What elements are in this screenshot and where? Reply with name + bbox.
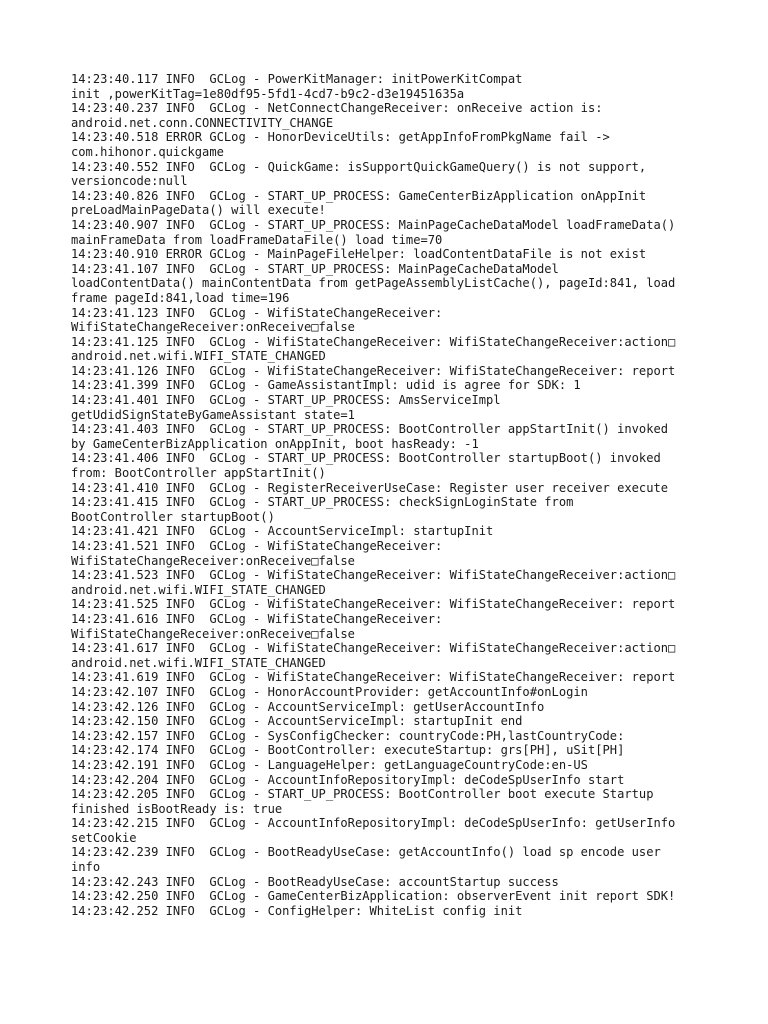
log-line: 14:23:41.415 INFO GCLog - START_UP_PROCESS: checkSignLoginState from [71, 495, 574, 510]
log-line: 14:23:42.191 INFO GCLog - LanguageHelper: getLanguageCountryCode:en-US [71, 757, 588, 772]
log-line: 14:23:42.157 INFO GCLog - SysConfigChecker: countryCode:PH,lastCountryCode: [71, 728, 625, 743]
log-line: info [71, 860, 101, 875]
log-line: 14:23:42.150 INFO GCLog - AccountServiceImpl: startupInit end [71, 714, 523, 729]
log-line: 14:23:41.619 INFO GCLog - WifiStateChangeReceiver: WifiStateChangeReceiver: report [71, 670, 676, 685]
log-line: 14:23:42.126 INFO GCLog - AccountServiceImpl: getUserAccountInfo [71, 699, 545, 714]
log-line: 14:23:40.826 INFO GCLog - START_UP_PROCESS: GameCenterBizApplication onAppInit [71, 188, 647, 203]
log-line: 14:23:41.421 INFO GCLog - AccountServiceImpl: startupInit [71, 524, 494, 539]
log-line: 14:23:41.521 INFO GCLog - WifiStateChangeReceiver: [71, 539, 443, 553]
log-line: preLoadMainPageData() will execute! [71, 203, 326, 218]
log-page [71, 72, 711, 918]
log-line: 14:23:41.126 INFO GCLog - WifiStateChangeReceiver: WifiStateChangeReceiver: report [71, 363, 676, 378]
log-line: 14:23:40.237 INFO GCLog - NetConnectChangeReceiver: onReceive action is: [71, 101, 603, 116]
log-line: 14:23:42.243 INFO GCLog - BootReadyUseCase: accountStartup success [71, 874, 559, 889]
log-line: 14:23:42.250 INFO GCLog - GameCenterBizApplication: observerEvent init report SDK! [71, 889, 676, 904]
log-line: from: BootController appStartInit() [71, 466, 326, 481]
log-line: 14:23:42.205 INFO GCLog - START_UP_PROCESS: BootController boot execute Startup [71, 787, 654, 802]
log-line: mainFrameData from loadFrameDataFile() load time=70 [71, 232, 443, 247]
log-line: 14:23:41.616 INFO GCLog - WifiStateChangeReceiver: [71, 611, 443, 626]
log-line: android.net.wifi.WIFI_STATE_CHANGED [71, 582, 326, 597]
log-line: 14:23:41.107 INFO GCLog - START_UP_PROCESS: MainPageCacheDataModel [71, 261, 559, 276]
log-line: 14:23:41.410 INFO GCLog - RegisterReceiverUseCase: Register user receiver execute [71, 480, 669, 495]
log-line: 14:23:41.406 INFO GCLog - START_UP_PROCESS: BootController startupBoot() invoked [71, 451, 661, 466]
log-line: 14:23:41.125 INFO GCLog - WifiStateChangeReceiver: WifiStateChangeReceiver:action□ [71, 334, 676, 349]
log-line: BootController startupBoot() [71, 509, 275, 524]
log-line: getUdidSignStateByGameAssistant state=1 [71, 407, 355, 422]
log-line: 14:23:42.174 INFO GCLog - BootController: executeStartup: grs[PH], uSit[PH] [71, 743, 625, 758]
log-line: WifiStateChangeReceiver:onReceive□false [71, 626, 355, 641]
log-line: WifiStateChangeReceiver:onReceive□false [71, 320, 355, 335]
log-line: 14:23:40.552 INFO GCLog - QuickGame: isSupportQuickGameQuery() is not support, [71, 159, 647, 174]
log-line: com.hihonor.quickgame [71, 144, 224, 159]
log-line: finished isBootReady is: true [71, 801, 283, 816]
log-line: android.net.conn.CONNECTIVITY_CHANGE [71, 115, 334, 130]
log-line: 14:23:41.123 INFO GCLog - WifiStateChangeReceiver: [71, 305, 443, 320]
log-line: 14:23:40.907 INFO GCLog - START_UP_PROCESS: MainPageCacheDataModel loadFrameData() [71, 217, 676, 232]
log-line: 14:23:40.518 ERROR GCLog - HonorDeviceUtils: getAppInfoFromPkgName fail -> [71, 130, 610, 145]
log-line: loadContentData() mainContentData from getPageAssemblyListCache(), pageId:841, load [71, 276, 676, 291]
log-line: android.net.wifi.WIFI_STATE_CHANGED [71, 349, 326, 364]
log-line: by GameCenterBizApplication onAppInit, boot hasReady: -1 [71, 436, 479, 451]
log-line: 14:23:41.525 INFO GCLog - WifiStateChangeReceiver: WifiStateChangeReceiver: report [71, 597, 676, 612]
log-line: 14:23:40.117 INFO GCLog - PowerKitManager: initPowerKitCompat [71, 72, 523, 86]
log-line: 14:23:42.204 INFO GCLog - AccountInfoRepositoryImpl: deCodeSpUserInfo start [71, 772, 625, 787]
log-line: versioncode:null [71, 174, 188, 189]
log-line: 14:23:42.215 INFO GCLog - AccountInfoRepositoryImpl: deCodeSpUserInfo: getUserInfo [71, 816, 676, 831]
log-line: 14:23:42.252 INFO GCLog - ConfigHelper: WhiteList config init [71, 903, 523, 918]
log-line: setCookie [71, 830, 137, 845]
log-line: android.net.wifi.WIFI_STATE_CHANGED [71, 655, 326, 670]
log-line: 14:23:41.403 INFO GCLog - START_UP_PROCESS: BootController appStartInit() invoked [71, 422, 669, 437]
log-line: 14:23:42.107 INFO GCLog - HonorAccountProvider: getAccountInfo#onLogin [71, 684, 588, 699]
log-line: frame pageId:841,load time=196 [71, 290, 290, 305]
log-line: 14:23:42.239 INFO GCLog - BootReadyUseCase: getAccountInfo() load sp encode user [71, 845, 661, 860]
log-line: 14:23:41.399 INFO GCLog - GameAssistantImpl: udid is agree for SDK: 1 [71, 378, 581, 393]
log-line: 14:23:41.401 INFO GCLog - START_UP_PROCESS: AmsServiceImpl [71, 393, 501, 408]
log-line: init ,powerKitTag=1e80df95-5fd1-4cd7-b9c2-d3e19451635a [71, 86, 465, 101]
log-text [71, 72, 711, 918]
log-line: 14:23:41.617 INFO GCLog - WifiStateChangeReceiver: WifiStateChangeReceiver:action□ [71, 641, 676, 656]
log-line: 14:23:40.910 ERROR GCLog - MainPageFileHelper: loadContentDataFile is not exist [71, 247, 647, 262]
log-line: WifiStateChangeReceiver:onReceive□false [71, 553, 355, 568]
log-line: 14:23:41.523 INFO GCLog - WifiStateChangeReceiver: WifiStateChangeReceiver:action□ [71, 568, 676, 583]
